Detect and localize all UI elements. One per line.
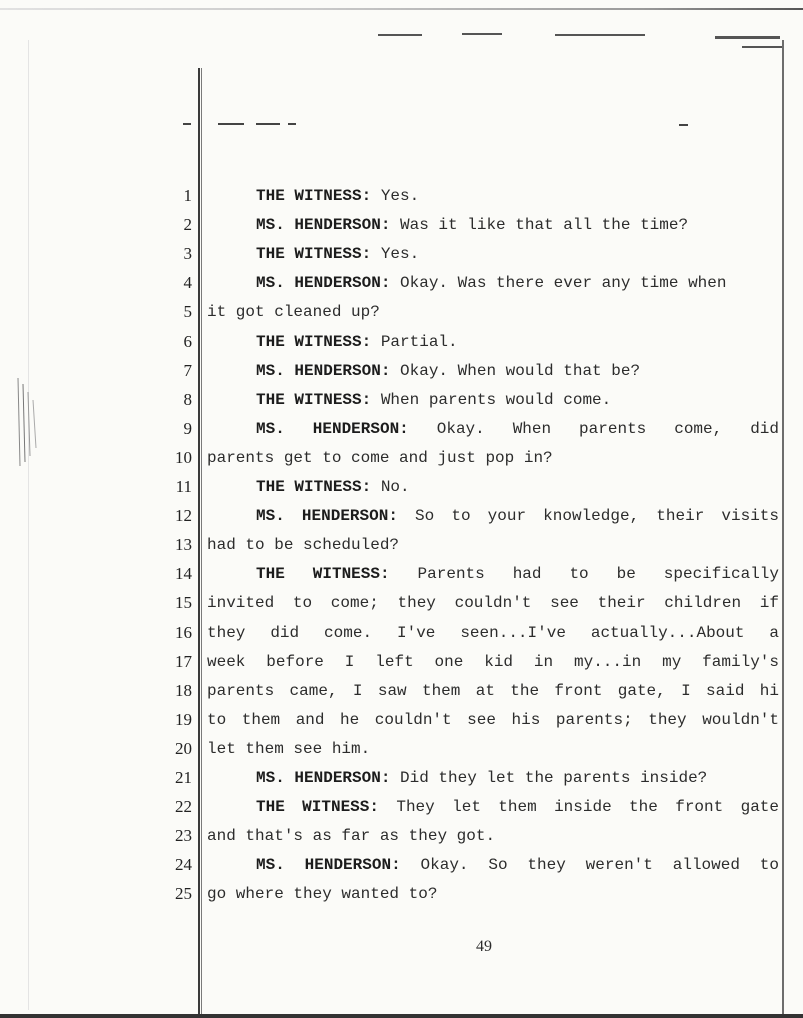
transcript-line — [207, 680, 779, 702]
transcript-line — [207, 767, 779, 789]
line-number: 18 — [175, 681, 192, 700]
speaker-label: MS. HENDERSON: — [256, 420, 409, 438]
transcript-line — [207, 360, 779, 382]
line-number: 9 — [183, 419, 192, 438]
header-dash-mark — [256, 123, 280, 125]
transcript-line — [207, 418, 779, 440]
line-number: 11 — [175, 477, 192, 496]
top-scan-edge — [0, 8, 803, 10]
top-dash-mark — [742, 46, 782, 48]
transcript-line — [207, 389, 779, 411]
speaker-label: MS. HENDERSON: — [256, 274, 391, 292]
transcript-line — [207, 883, 779, 905]
transcript-line — [207, 185, 779, 207]
speaker-label: THE WITNESS: — [256, 391, 372, 409]
line-text: parents get to come and just pop in? — [207, 449, 553, 467]
line-number: 23 — [175, 826, 192, 845]
transcript-line — [207, 738, 779, 760]
line-text: it got cleaned up? — [207, 303, 380, 321]
line-text: Okay. When would that be? — [390, 362, 641, 380]
line-text: When parents would come. — [371, 391, 612, 409]
line-text: week before I left one kid in my...in my family's — [207, 653, 779, 671]
transcript-line — [207, 243, 779, 265]
line-text: Partial. — [371, 333, 458, 351]
header-dash-mark — [218, 123, 244, 125]
transcript-line — [207, 563, 779, 585]
speaker-label: THE WITNESS: — [256, 565, 390, 583]
transcript-line — [207, 534, 779, 556]
line-number: 4 — [183, 273, 192, 292]
speaker-label: THE WITNESS: — [256, 187, 372, 205]
transcript-line — [207, 651, 779, 673]
top-dash-mark — [378, 34, 422, 36]
line-number: 5 — [183, 302, 192, 321]
page-number: 49 — [476, 938, 492, 955]
line-number: 3 — [183, 244, 192, 263]
transcript-line — [207, 825, 779, 847]
line-number: 6 — [183, 332, 192, 351]
transcript-line — [207, 331, 779, 353]
top-dash-mark — [555, 34, 645, 36]
transcript-line — [207, 622, 779, 644]
line-text: Okay. When parents come, did — [408, 420, 779, 438]
line-text: to them and he couldn't see his parents; they wouldn't — [207, 711, 779, 729]
line-number: 13 — [175, 535, 192, 554]
transcript-line — [207, 796, 779, 818]
line-number: 20 — [175, 739, 192, 758]
line-text: Okay. Was there ever any time when — [390, 274, 727, 292]
line-number: 21 — [175, 768, 192, 787]
line-number: 2 — [183, 215, 192, 234]
line-number: 12 — [175, 506, 192, 525]
transcript-line — [207, 709, 779, 731]
line-text: Okay. So they weren't allowed to — [400, 856, 779, 874]
line-text: Did they let the parents inside? — [390, 769, 708, 787]
speaker-label: THE WITNESS: — [256, 478, 372, 496]
line-text: They let them inside the front gate — [378, 798, 779, 816]
top-dash-mark — [715, 36, 780, 39]
line-number: 10 — [175, 448, 192, 467]
speaker-label: MS. HENDERSON: — [256, 507, 398, 525]
line-text: So to your knowledge, their visits — [397, 507, 779, 525]
transcript-line — [207, 301, 779, 323]
line-number-margin-rule — [198, 68, 202, 1018]
transcript-line — [207, 854, 779, 876]
line-number: 1 — [183, 186, 192, 205]
binder-hole-marks — [14, 378, 40, 468]
line-number: 19 — [175, 710, 192, 729]
line-number: 7 — [183, 361, 192, 380]
line-text: Parents had to be specifically — [389, 565, 779, 583]
line-text: they did come. I've seen...I've actually...About a — [207, 624, 779, 642]
line-number: 17 — [175, 652, 192, 671]
speaker-label: THE WITNESS: — [256, 798, 379, 816]
transcript-line — [207, 214, 779, 236]
speaker-label: MS. HENDERSON: — [256, 362, 391, 380]
speaker-label: THE WITNESS: — [256, 245, 372, 263]
bottom-scan-edge — [0, 1014, 803, 1018]
line-text: had to be scheduled? — [207, 536, 400, 554]
line-text: Yes. — [371, 245, 420, 263]
line-text: go where they wanted to? — [207, 885, 438, 903]
line-text: Yes. — [371, 187, 420, 205]
line-number: 14 — [175, 564, 192, 583]
transcript-line — [207, 447, 779, 469]
line-text: and that's as far as they got. — [207, 827, 496, 845]
line-text: parents came, I saw them at the front gate, I said hi — [207, 682, 779, 700]
left-page-edge — [28, 40, 29, 1010]
header-dash-mark — [288, 123, 296, 125]
line-number: 22 — [175, 797, 192, 816]
line-text: invited to come; they couldn't see their children if — [207, 594, 779, 612]
header-dash-mark — [183, 123, 191, 125]
line-number: 24 — [175, 855, 192, 874]
speaker-label: MS. HENDERSON: — [256, 856, 401, 874]
right-page-border — [782, 40, 784, 1015]
speaker-label: THE WITNESS: — [256, 333, 372, 351]
speaker-label: MS. HENDERSON: — [256, 769, 391, 787]
transcript-line — [207, 272, 779, 294]
transcript-line — [207, 505, 779, 527]
speaker-label: MS. HENDERSON: — [256, 216, 391, 234]
line-number: 25 — [175, 884, 192, 903]
header-dash-mark — [679, 124, 688, 126]
line-number: 8 — [183, 390, 192, 409]
transcript-line — [207, 476, 779, 498]
transcript-line — [207, 592, 779, 614]
line-text: let them see him. — [207, 740, 371, 758]
line-number: 15 — [175, 593, 192, 612]
line-text: Was it like that all the time? — [390, 216, 689, 234]
line-number: 16 — [175, 623, 192, 642]
line-text: No. — [371, 478, 410, 496]
top-dash-mark — [462, 33, 502, 35]
